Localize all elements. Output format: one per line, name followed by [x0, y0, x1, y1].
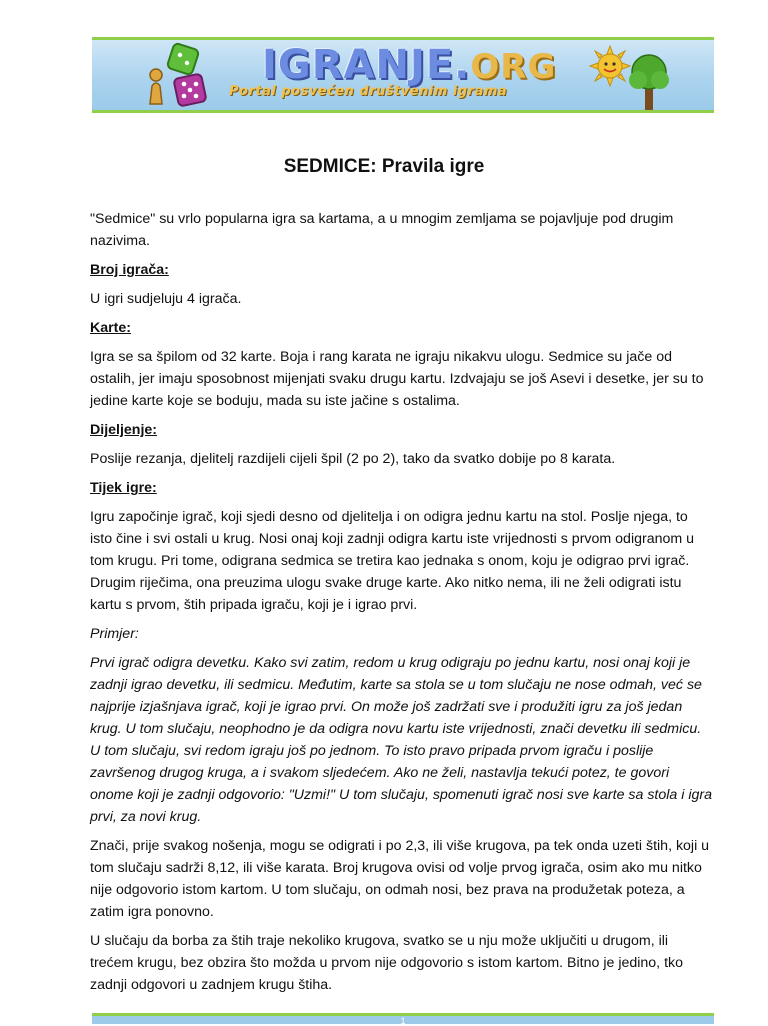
deal-heading: Dijeljenje: — [90, 422, 158, 438]
example-paragraph: Prvi igrač odigra devetku. Kako svi zatim, redom u krug odigraju po jednu kartu, nosi onaj koji je zadnji igrao devetku, ili sedmicu. Međutim, karte sa stola se u tom slučaju ne nose odmah, već se najprije izjašnjava igrač, koji je igrao prvi. On može još zadržati sve i produžiti igru za još jedan krug. U tom slučaju, neophodno je da odigra novu kartu iste vrijednosti, znači devetku ili sedmicu. U tom slučaju, svi redom igraju još po jednom. To isto pravo pripada prvom igraču i poslije završenog drugog kruga, a i svakom sljedećem. Ako ne želi, nastavlja tekući potez, te govori onome koji je zadnji odgovorio: "Uzmi!" U tom slučaju, spomenuti igrač nosi sve karte sa stola i igra prvi, za novi krug. — [90, 655, 712, 825]
deal-paragraph: Poslije rezanja, djelitelj razdijeli cijeli špil (2 po 2), tako da svatko dobije po 8 karata. — [90, 451, 616, 467]
players-heading: Broj igrača: — [90, 262, 169, 278]
logo-org: ORG — [470, 47, 557, 87]
rounds-paragraph: Znači, prije svakog nošenja, mogu se odigrati i po 2,3, ili više krugova, pa tek onda uzeti štih, koji u tom slučaju sadrži 8,12, ili više karata. Broj krugova ovisi od volje prvog igrača, osim ako mu nitko nije odgovorio istom kartom. U tom slučaju, on odmah nosi, bez prava na produžetak poteza, a zatim igra ponovno. — [90, 838, 710, 920]
dice-icon — [132, 42, 212, 112]
page-title: SEDMICE: Pravila igre — [283, 156, 485, 177]
green-die — [167, 43, 200, 76]
purple-die — [173, 73, 206, 106]
logo-dot: . — [454, 42, 471, 88]
page-footer — [92, 1013, 714, 1024]
example-label: Primjer: — [90, 626, 139, 642]
intro-paragraph: "Sedmice" su vrlo popularna igra sa kartama, a u mnogim zemljama se pojavljuje pod drugim nazivima. — [90, 211, 674, 249]
rules-content — [90, 208, 712, 1003]
logo-main: IGRANJE — [262, 42, 455, 88]
players-paragraph: U igri sudjeluju 4 igrača. — [90, 291, 242, 307]
pawn — [150, 69, 162, 104]
flow-paragraph: Igru započinje igrač, koji sjedi desno od djelitelja i on odigra jednu kartu na stol. Poslje njega, to isto čine i svi ostali u krug. Nosi onaj koji zadnji odigra kartu iste vrijednosti s prvom odigranom u tom krugu. Pri tome, odigrana sedmica se tretira kao jednaka s onom, koju je odigrao prvi igrač. Drugim riječima, ona preuzima ulogu svake druge karte. Ako nitko nema, ili ne želi odigrati istu kartu s prvom, štih pripada igraču, koji je i igrao prvi. — [90, 509, 695, 613]
site-tagline: Portal posvećen društvenim igrama — [229, 84, 508, 99]
cards-paragraph: Igra se sa špilom od 32 karte. Boja i rang karata ne igraju nikakvu ulogu. Sedmice su jače od ostalih, jer imaju sposobnost mijenjati svaku drugu kartu. Izdvajaju se još Asevi i desetke, jer su to jedine karte koje se boduju, mada su iste jačine s ostalima. — [90, 349, 704, 409]
join-paragraph: U slučaju da borba za štih traje nekoliko krugova, svatko se u nju može uključiti u drugom, ili trećem krugu, bez obzira što možda u prvom nije odgovorio s istom kartom. Bitno je jedino, tko zadnji odgovori u zadnjem krugu štiha. — [90, 933, 683, 993]
tree-icon — [624, 50, 674, 113]
cards-heading: Karte: — [90, 320, 131, 336]
site-banner[interactable] — [92, 37, 714, 113]
flow-heading: Tijek igre: — [90, 480, 157, 496]
page-number: 1 — [400, 1016, 406, 1026]
site-logo[interactable] — [262, 42, 556, 88]
